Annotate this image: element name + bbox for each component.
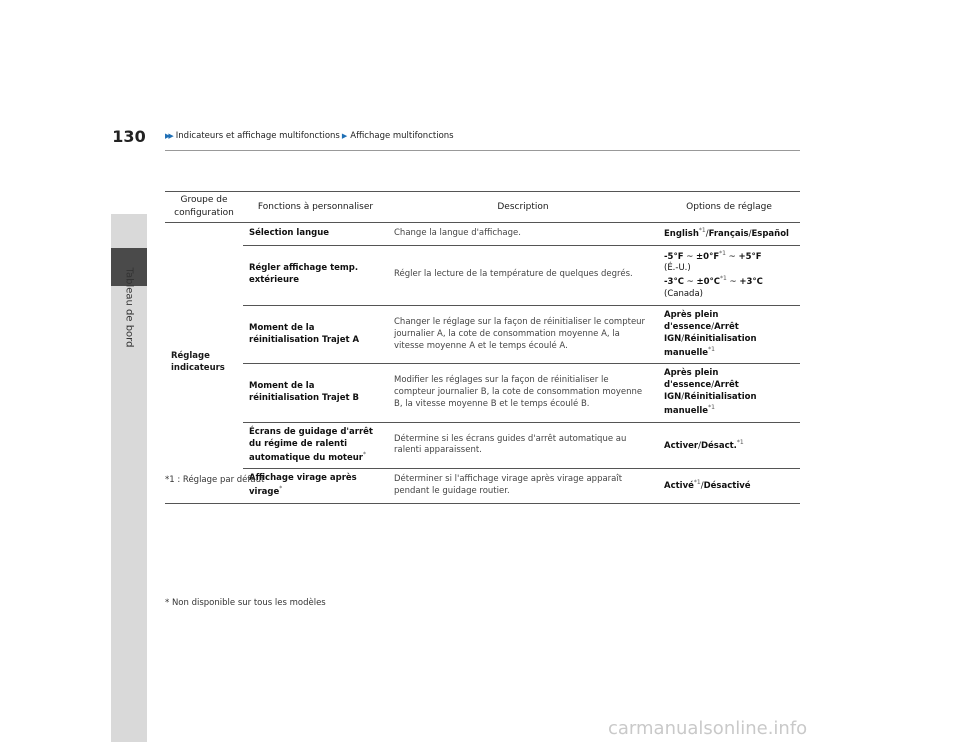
breadcrumb-part1[interactable]: Indicateurs et affichage multifonctions [175,131,340,141]
table-header-row [165,192,800,223]
breadcrumb-arrow-icon: ▶▶ [165,132,172,140]
description-cell: Modifier les réglages sur la façon de réinitialiser le compteur journalier B, la cote de consommation moyenne B, la vitesse moyenne B et le temps écoulé B. [388,364,658,422]
watermark: carmanualsonline.info [608,718,808,739]
header-description: Description [388,192,658,223]
header-rule [165,150,800,151]
function-cell: Moment de la réinitialisation Trajet A [243,305,388,363]
description-cell: Changer le réglage sur la façon de réinitialiser le compteur journalier A, la cote de consommation moyenne A, la vitesse moyenne A et le temps écoulé A. [388,305,658,363]
table-row [165,422,800,469]
header-group: Groupe de configuration [165,192,243,223]
options-cell: -5°F ~ $\pm 0^\circ F^{*1}$ ~ +5°F (É.-U.) -3°C ~ $\pm 0^\circ C^{*1}$ ~ +3°C (Canada) [658,245,800,305]
function-cell: Moment de la réinitialisation Trajet B [243,364,388,422]
section-side-tab [111,214,147,742]
header-function: Fonctions à personnaliser [243,192,388,223]
section-side-label: Tableau de bord [123,267,135,348]
function-cell: Régler affichage temp. extérieure [243,245,388,305]
function-cell: Affichage virage après virage* [243,469,388,504]
function-cell: Écrans de guidage d'arrêt du régime de ralenti automatique du moteur* [243,422,388,469]
table-row [165,223,800,246]
page-number: 130 [112,127,146,146]
table-row [165,245,800,305]
description-cell: Déterminer si l'affichage virage après virage apparaît pendant le guidage routier. [388,469,658,504]
options-cell: English$^{*1}$/Français/Español [658,223,800,246]
function-cell: Sélection langue [243,223,388,246]
breadcrumb [165,131,454,141]
table-row [165,469,800,504]
options-cell: Après plein d'essence/Arrêt IGN/Réinitialisation manuelle$^{*1}$ [658,364,800,422]
breadcrumb-arrow-icon: ▶ [341,132,348,140]
description-cell: Change la langue d'affichage. [388,223,658,246]
table-row [165,305,800,363]
options-cell: Activé$^{*1}$/Désactivé [658,469,800,504]
description-cell: Régler la lecture de la température de quelques degrés. [388,245,658,305]
group-cell: Réglage indicateurs [165,223,243,504]
options-cell: Après plein d'essence/Arrêt IGN/Réinitialisation manuelle$^{*1}$ [658,305,800,363]
breadcrumb-part2[interactable]: Affichage multifonctions [350,131,454,141]
table-row [165,364,800,422]
footnote: *1 : Réglage par défaut [165,475,265,485]
availability-note: * Non disponible sur tous les modèles [165,598,326,608]
header-options: Options de réglage [658,192,800,223]
options-cell: Activer/Désact.$^{*1}$ [658,422,800,469]
settings-table [165,191,800,504]
description-cell: Détermine si les écrans guides d'arrêt automatique au ralenti apparaissent. [388,422,658,469]
